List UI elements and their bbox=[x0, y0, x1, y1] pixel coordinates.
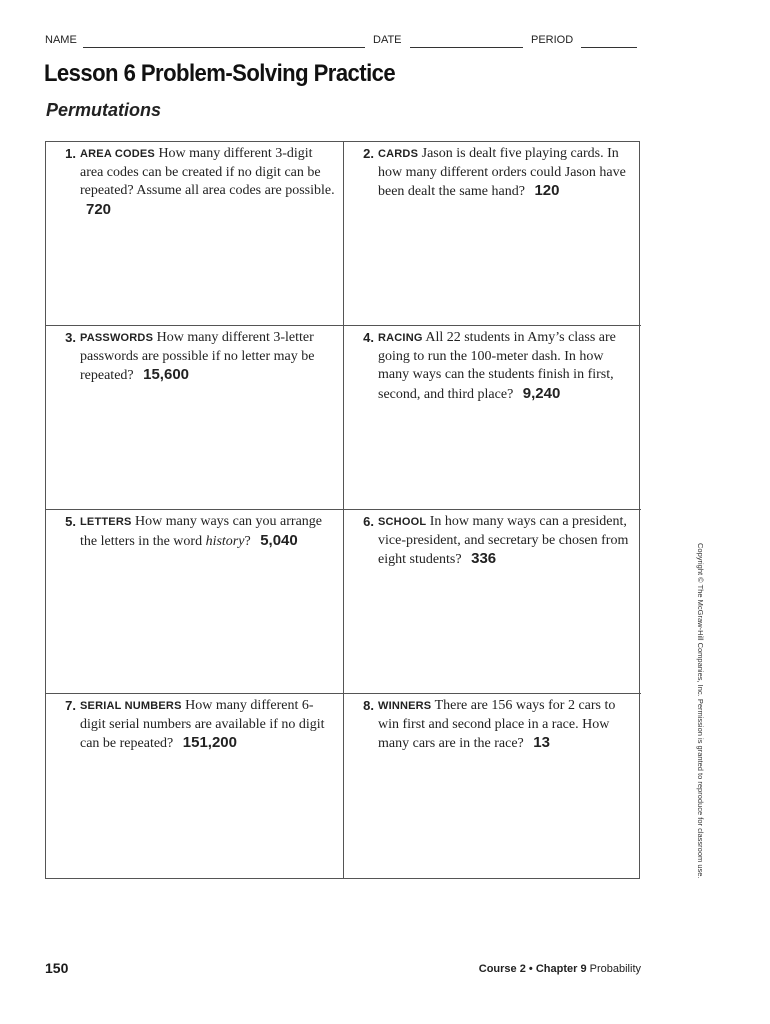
footer-chapter: Chapter 9 bbox=[535, 963, 587, 975]
problem-answer: 151,200 bbox=[182, 734, 237, 751]
problem-text: How many different 3-digit area codes can be created if no digit can be repeated? Assume all area codes are possible. bbox=[80, 146, 335, 198]
name-label: NAME bbox=[45, 34, 77, 46]
problem-topic: AREA CODES bbox=[80, 148, 155, 160]
problem-text: Jason is dealt five playing cards. In how many different orders could Jason have been dealt the same hand? bbox=[378, 146, 626, 199]
problem-topic: SCHOOL bbox=[378, 516, 427, 528]
problem-cell-7 bbox=[46, 694, 344, 878]
problem-6 bbox=[358, 513, 633, 570]
problem-8 bbox=[358, 697, 633, 754]
copyright-notice: Copyright © The McGraw-Hill Companies, Inc. Permission is granted to reproduce for classroom use. bbox=[696, 543, 705, 879]
lesson-title: Lesson 6 Problem-Solving Practice bbox=[44, 60, 396, 87]
problem-number: 5. bbox=[65, 514, 76, 529]
problem-5 bbox=[60, 513, 335, 551]
problem-answer: 13 bbox=[533, 734, 550, 751]
course-footer bbox=[479, 963, 641, 975]
problem-answer: 720 bbox=[86, 200, 112, 218]
problem-text: How many ways can you arrange the letters in the word bbox=[80, 514, 323, 549]
problem-text: All 22 students in Amy’s class are going to run the 100-meter dash. In how many ways can the students finish in first, second, and third place? bbox=[378, 330, 616, 402]
problem-cell-1 bbox=[46, 142, 344, 326]
problems-grid bbox=[45, 141, 640, 879]
problem-number: 4. bbox=[363, 330, 374, 345]
problem-cell-2 bbox=[344, 142, 641, 326]
problem-topic: RACING bbox=[378, 332, 423, 344]
problem-topic: WINNERS bbox=[378, 700, 432, 712]
problem-text: There are 156 ways for 2 cars to win first and second place in a race. How many cars are in the race? bbox=[378, 698, 616, 751]
problem-cell-5 bbox=[46, 510, 344, 694]
problem-cell-6 bbox=[344, 510, 641, 694]
problem-cell-8 bbox=[344, 694, 641, 878]
page-number: 150 bbox=[45, 960, 69, 976]
problem-text: How many different 6-digit serial numbers are available if no digit can be repeated? bbox=[80, 698, 325, 751]
problem-italic-word: history bbox=[205, 533, 245, 549]
problem-number: 6. bbox=[363, 514, 374, 529]
lesson-subtitle: Permutations bbox=[46, 100, 162, 120]
problem-answer: 9,240 bbox=[522, 384, 561, 402]
footer-course: Course 2 bbox=[478, 963, 526, 975]
student-info-header bbox=[45, 34, 645, 50]
period-blank bbox=[581, 47, 637, 48]
problem-7 bbox=[60, 697, 335, 754]
problem-number: 2. bbox=[363, 146, 374, 161]
problem-number: 7. bbox=[65, 698, 76, 713]
problem-4 bbox=[358, 329, 633, 404]
problem-answer: 5,040 bbox=[260, 531, 298, 549]
footer-separator: • bbox=[528, 963, 533, 975]
problem-number: 1. bbox=[65, 146, 76, 161]
problem-answer: 15,600 bbox=[143, 366, 190, 383]
problem-text: In how many ways can a president, vice-president, and secretary be chosen from eight students? bbox=[378, 514, 629, 567]
problem-2 bbox=[358, 145, 633, 202]
name-blank bbox=[83, 47, 365, 48]
problem-answer: 336 bbox=[471, 550, 497, 567]
problem-text-end: ? bbox=[244, 533, 251, 549]
date-label: DATE bbox=[373, 34, 402, 46]
problem-number: 3. bbox=[65, 330, 76, 345]
problem-topic: PASSWORDS bbox=[80, 332, 154, 344]
problem-topic: LETTERS bbox=[80, 516, 132, 528]
problem-topic: SERIAL NUMBERS bbox=[80, 700, 182, 712]
problem-number: 8. bbox=[363, 698, 374, 713]
problem-text: How many different 3-letter passwords are possible if no letter may be repeated? bbox=[80, 330, 315, 383]
problem-topic: CARDS bbox=[378, 148, 419, 160]
date-blank bbox=[410, 47, 523, 48]
problem-3 bbox=[60, 329, 335, 386]
problem-answer: 120 bbox=[534, 182, 560, 199]
problem-1 bbox=[60, 145, 335, 220]
problem-cell-4 bbox=[344, 326, 641, 510]
problem-cell-3 bbox=[46, 326, 344, 510]
footer-topic: Probability bbox=[589, 963, 641, 975]
period-label: PERIOD bbox=[531, 34, 574, 46]
